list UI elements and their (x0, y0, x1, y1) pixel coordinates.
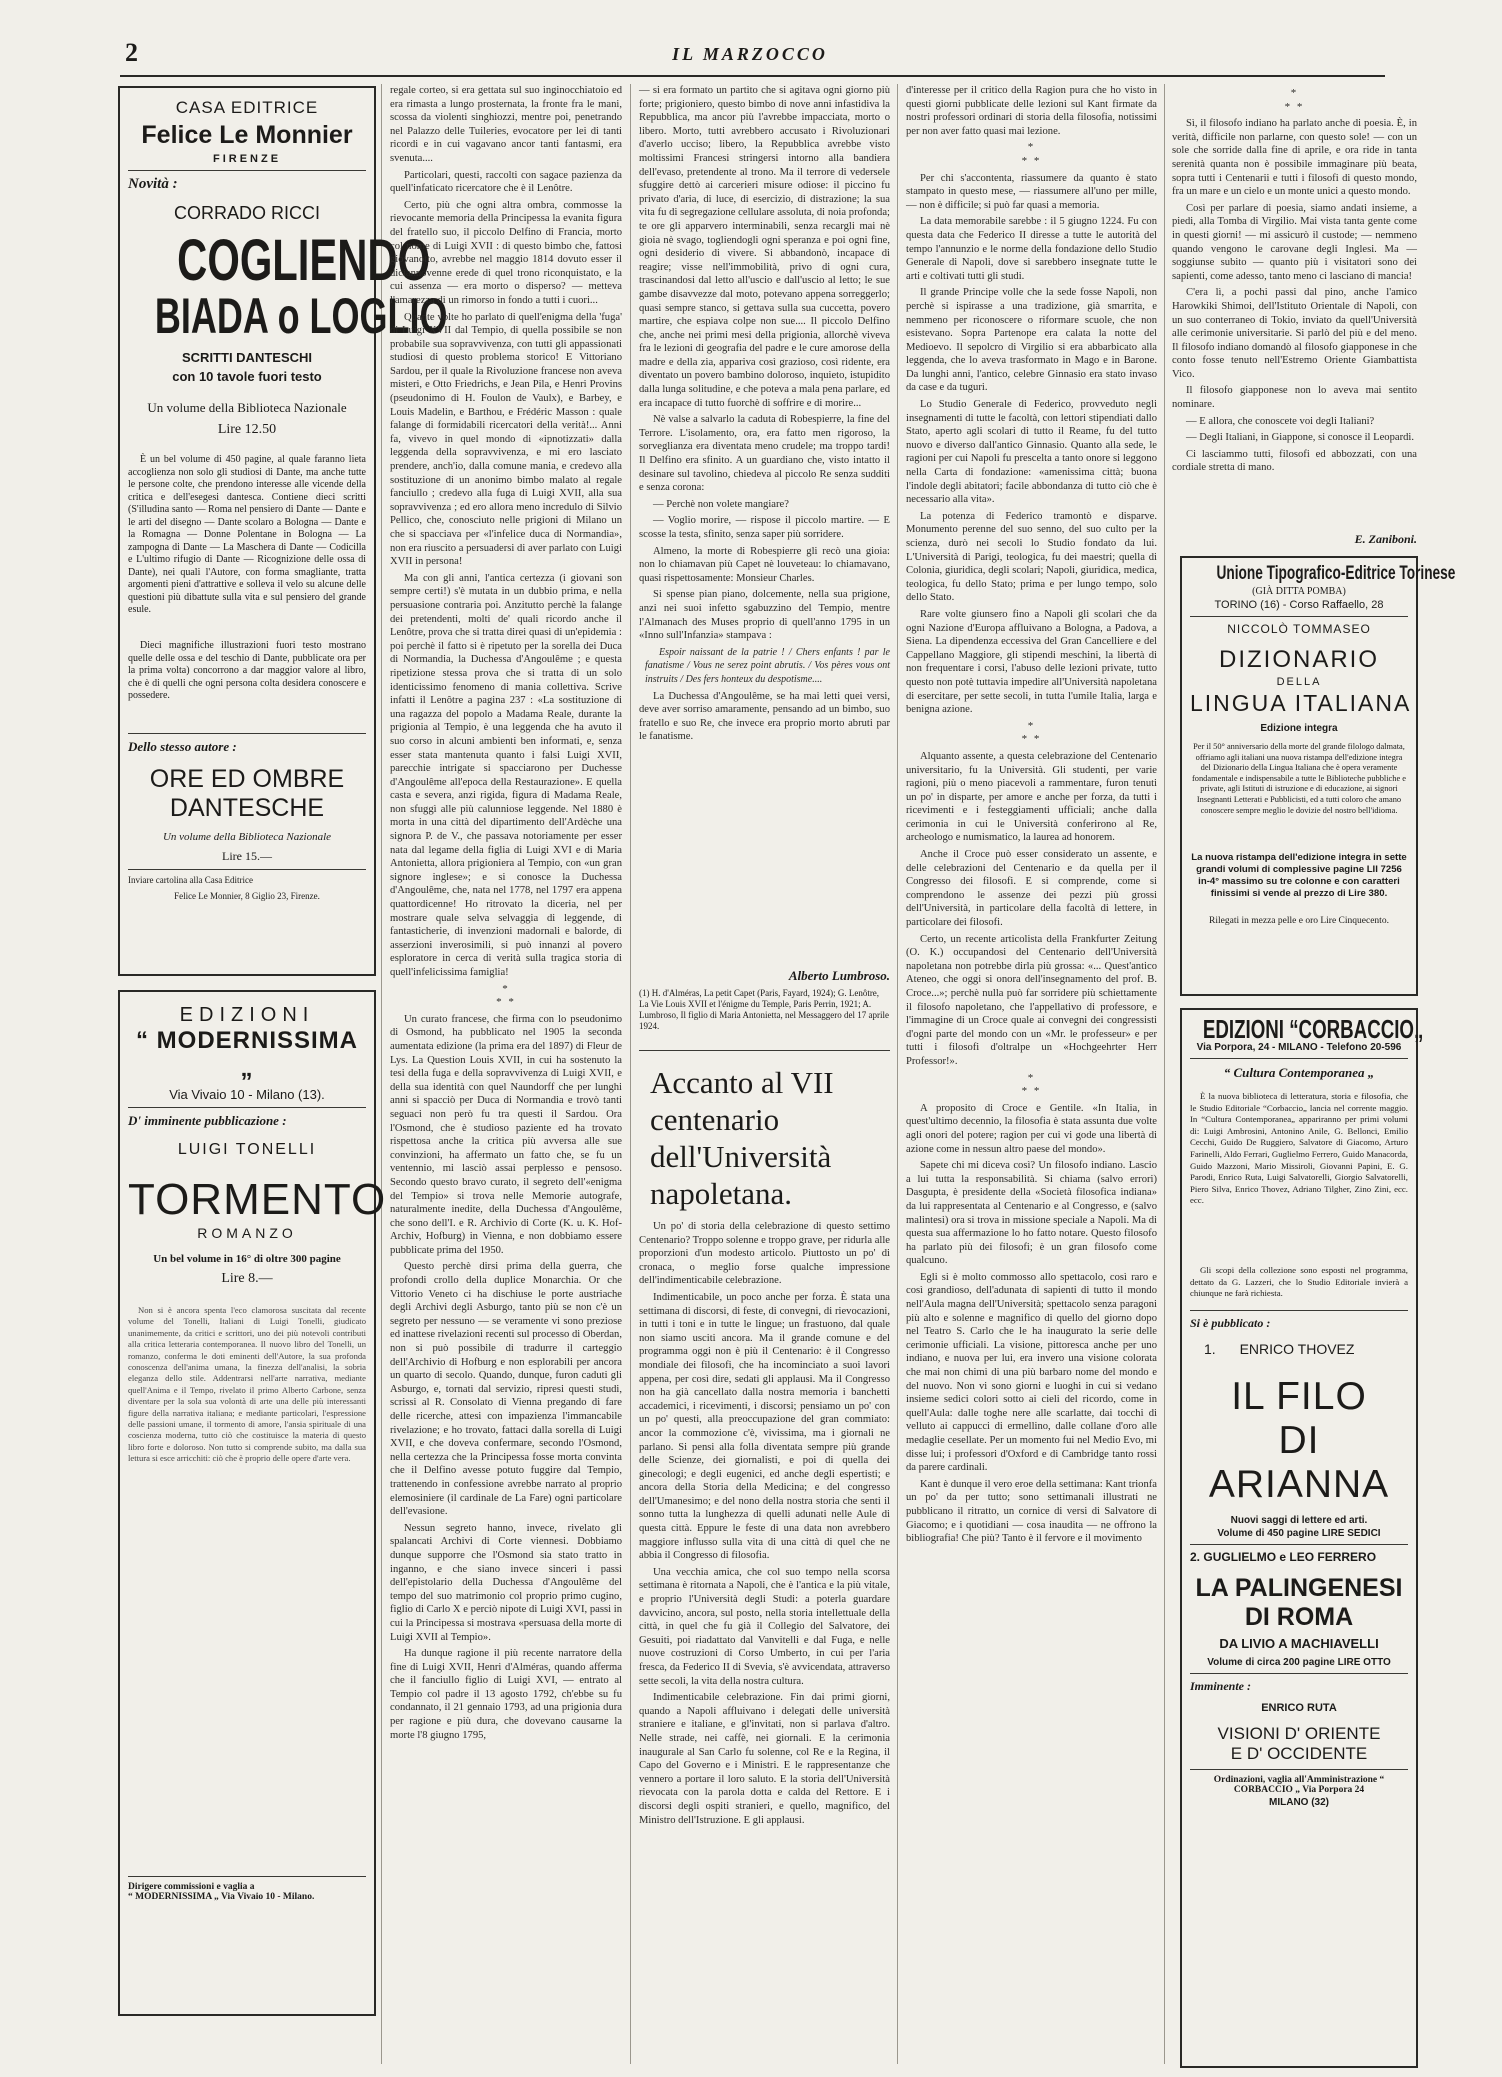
article-paragraph: La potenza di Federico tramontò e disparve. Monumento perenne del suo senno, del suo culto per la scienza, durò nei secoli lo Studio fondato da lui. L'Università di Parigi, teologica, fu dei maestri; quella di Colonia, giuridica, degli scolari; Napoli, giuridica, medica, teologica, fu dello Stato; prima e per lungo tempo, solo dello Stato. (906, 510, 1157, 604)
book1-number: 1. (1204, 1341, 1216, 1357)
book1 (1190, 1341, 1408, 1357)
article-signature: E. Zaniboni. (1354, 532, 1417, 546)
book-title-line2: BIADA o LOGLIO (154, 288, 448, 344)
article-paragraph: Ci lasciammo tutti, filosofi ed abbozzati, con una cordiale stretta di mano. (1172, 448, 1417, 474)
column-3-bottom (639, 1220, 890, 2064)
article-paragraph: — E allora, che conoscete voi degli Italiani? (1186, 415, 1375, 427)
book2-volume: Volume di circa 200 pagine LIRE OTTO (1207, 1657, 1391, 1668)
article-paragraph: — si era formato un partito che si agitava ogni giorno più forte; prigioniero, questo bimbo di nove anni infastidiva la Repubblica, ma ancor più l'avrebbe impacciata, morto o libero. Morto, tutti avrebbero accusato i Rivoluzionari d'averlo ucciso; libero, la Repubblica avrebbe visto moltissimi Francesi stringersi intorno alla bandiera dell'evaso, pretendente al trono. Ma il terrore di vedersele sfuggire dettò ai carcerieri misure odiose: il piccino fu privato d'aria, di luce, di esercizio, di distrazione; la sua vita fu di segregazione cellulare assoluta, di noia profonda; te ore gli apparvero interminabili, senza recargli mai nè gioia nè svago, togliendogli ogni speranza e poi ogni fine, ogni desiderio di vivere. Si abbandonò, incapace di reagire; visse nell'immobilità, privo di ogni cura, trascinandosi dal letto all'uscio e dall'uscio al letto; le sue gambe disavvezze dal moto, potevano appena sorreggerlo; quasi sempre stanco, si gettava sulla sua cuccetta, povero martire, che espiava colpe non sue.... Il piccolo Delfino che, anche nei primi mesi della prigionia, allorchè viveva fra le lezioni di geografia del padre e le cure amorose della madre e della zia, appariva così grazioso, così ridente, era diventato un povero bambino doloroso, inquieto, istupidito dalla lunga solitudine, e che poteva a mala pena parlare, ed era incapace di tutto fuorchè di soffrire e di morire... (639, 85, 890, 409)
imminent-label: D' imminente pubblicazione : (128, 1113, 287, 1128)
ad-address: Via Porpora, 24 - MILANO - Telefono 20-596 (1196, 1042, 1402, 1053)
book-plates: con 10 tavole fuori testo (172, 369, 322, 384)
ad-address: TORINO (16) - Corso Raffaello, 28 (1214, 599, 1384, 611)
book1-author: ENRICO THOVEZ (1239, 1341, 1355, 1357)
ad-corbaccio (1180, 1008, 1424, 2068)
column-divider (1164, 84, 1165, 2064)
article-paragraph: Certo, più che ogni altra ombra, commosse la rievocante memoria della Principessa la evanita figura del fratello suo, il piccolo Delfino di Francia, morto col nome di Luigi XVII : di questo bimbo che, fattosi giovanotto, avrebbe nel maggio 1814 dovuto esser il diciannovenne erede di quel trono riconquistato, e la cui assenza — era morto o disperso? — metteva l'amarezza di un rimorso in fondo a tutti i cuori... (390, 199, 622, 306)
ad-publisher: Felice Le Monnier (141, 121, 353, 149)
book-blurb: Non si è ancora spenta l'eco clamorosa suscitata dal recente volume del Tonelli, Italiani di Luigi Tonelli, giudicato unanimemente, da critici e scrittori, uno dei più notevoli contributi alla critica letteraria contemporanea. Il nuovo libro del Tonelli, un romanzo, conferma le doti eminenti dell'Autore, la sua profonda conoscenza dell'anima umana, la finezza dell'analisi, la sobria eleganza dello stile. Addentrarsi nell'arte narrativa, mediante quell'Anima e il Tempo, rivelato il primo Alberto Carbone, senza diventare per la sola sua volontà di arte una delle più interessanti figure della narrativa italiana; e mediante particolari, l'espressione delle passioni umane, il tormento di amore, l'ansia spirituale di una coscienza moderna, tutto ciò che costituisce la materia di questo libro forte e doloroso. Non tutto si comprende subito, ma dalla sua lettura si esce arricchiti: ciò che è proprio delle opere d'arte vera. (128, 1305, 366, 1464)
article-paragraph: — Voglio morire, — rispose il piccolo martire. — E scosse la testa, sfinito, senza saper più sorridere. (639, 515, 890, 540)
article-paragraph: Un curato francese, che firma con lo pseudonimo di Osmond, ha pubblicato nel 1905 la seconda aumentata edizione (la prima era del 1897) di Fleur de Lys. La Question Louis XVII, in cui ha sostenuto la tesi della fuga e della sopravvivenza di Luigi XVII, e della sua identità con quel Naundorff che per lunghi anni si spacciò per Duca di Normandia e trovò tanti seguaci non però fu tra questi il Sardou. Ora l'Osmond, che è studioso paziente ed ha trovato rispettosa anche la critica più avversa alle sue convinzioni, ha affermato un fatto che, se fu un ventennio, mi lasciò assai perplesso e pensoso. Secondo questo bravo curato, il segreto dell'«enigma del Tempio» si trova nelle Memorie autografe, naturalmente inedite, della Duchessa d'Angoulême, che sono dell'I. e R. Archivio di Corte (K. u. K. Hof-Archiv, Hofburg) in Vienna, e non dobbiamo essere pubblicate prima del 1950. (390, 1013, 622, 1256)
book1-volume: Volume di 450 pagine LIRE SEDICI (1217, 1528, 1381, 1539)
ad-name: EDIZIONI “CORBACCIO„ (1202, 1014, 1424, 1044)
book-title: TORMENTO (128, 1175, 387, 1224)
book2-title-2: DANTESCHE (169, 794, 325, 822)
section-break: * * * (1021, 719, 1042, 746)
article-paragraph: Lo Studio Generale di Federico, provveduto negli insegnamenti di tutte le facoltà, con lettori stipendiati dallo Stato, aperto agli scolari di tutto il Reame, fu del tutto nuovo e diverso dall'antico Ginnasio. Quanto alla sede, le ragioni per cui Napoli fu prescelta a tanto onore si leggono nella Carta di fondazione: «amenissima città; buona l'indole degli abitatori; facile abbondanza di tutto ciò che è necessario alla vita». (906, 399, 1157, 506)
article-paragraph: — Perchè non volete mangiare? (653, 498, 789, 510)
article-paragraph: Per chi s'accontenta, riassumere da quanto è stato stampato in questo mese, — riassumere all'uno per mille, — non è difficile; si può far quasi a memoria. (906, 172, 1157, 211)
ad-utet (1180, 556, 1456, 996)
ad-edizioni: EDIZIONI (179, 1004, 315, 1026)
ad-le-monnier (118, 86, 448, 976)
page-number: 2 (125, 38, 138, 67)
book2-title-1: ORE ED OMBRE (149, 765, 345, 793)
section-break: * * * (1021, 1071, 1042, 1098)
ad-name: Unione Tipografico-Editrice Torinese (1216, 563, 1456, 584)
same-author-label: Dello stesso autore : (128, 739, 237, 754)
column-5-article-end (1172, 84, 1417, 474)
article-paragraph: Questo perchè dirsi prima della guerra, che profondi crollo della duplice Monarchia. Or che Vittorio Veneto ci ha dischiuse le porte austriache degli Archivi degli Asburgo, tanto più se non c'è un segreto per nessuno — se veramente vi sono preziose ed inattese rivelazioni recenti sul processo di Oberdan, non si può possibile di tradurre il carteggio dell'Archivio di Hofburg e non esplorabili per ancora un quarto di secolo. Quando, dunque, furon caduti gli Asburgo, e, tornati dal servizio, ripresi questi studi, scrissi al R. Consolato di Vienna pregando di fare delle ricerche, attesi con impazienza l'immancabile rivelazione; e ho trovato, fattaci dalla sorella di Luigi XVII, e che doveva confermare, secondo l'Osmond, nella certezza che la Principessa fosse morta convinta che il Delfino avesse potuto fuggire dal Tempio, trattenendo in confessione avrebbe narrato al proprio elemosiniere (il cardinale de La Fare) ogni particolare dell'evasione. (390, 1261, 622, 1518)
orders-address: “ MODERNISSIMA „ Via Vivaio 10 - Milano. (128, 1892, 315, 1902)
orders-info: Ordinazioni, vaglia all'Amministrazione “ CORBACCIO „ Via Porpora 24 (1213, 1775, 1385, 1795)
orders-label: Dirigere commissioni e vaglia a (128, 1882, 255, 1892)
ad-ditta: (GIÀ DITTA POMBA) (1252, 586, 1346, 597)
book3-title-2: E D' OCCIDENTE (1230, 1744, 1368, 1763)
ad-address: Via Vivaio 10 - Milano (13). (169, 1087, 325, 1102)
book1-subtitle: Nuovi saggi di lettere ed arti. (1230, 1515, 1368, 1526)
book2-number: 2. (1190, 1550, 1201, 1564)
novita-label: Novità : (128, 176, 178, 192)
book-title-2: DELLA (1276, 676, 1322, 688)
article-paragraph: Il grande Principe volle che la sede fosse Napoli, non perchè si ispirasse a una tradizione, già smarrita, e nemmeno per riconoscere o riformare scuole, che non esistevano. Sopra Partenope era calata la notte del Medioevo. Il sepolcro di Virgilio si era abbarbicato alla leggenda, che lo aveva trasformato in Mago e in Barone. Da lunghi anni, l'antico, celebre Ginnasio era stato invaso da case e da tuguri. (906, 287, 1157, 394)
book3-author: ENRICO RUTA (1261, 1702, 1337, 1714)
ad-house: CASA EDITRICE (175, 98, 319, 117)
article-paragraph: d'interesse per il critico della Ragion pura che ho visto in questi giorni pubblicate delle lezioni sul Kant firmate da nostri professori ordinari di storia della filosofia, notissimi per non aver fatto quasi mai lezione. (906, 85, 1157, 137)
column-divider (897, 84, 898, 2064)
article-paragraph: Sì, il filosofo indiano ha parlato anche di poesia. È, in verità, difficile non parlarne, con questo sole! — con un sole che sorride dalla fine di aprile, e ora ride in tanta serenità quanta non è possibile immaginare più beata, sopra tutti i Centenarii e tutti i filosofi di questo mondo, fra un mare e un cielo e un monte unici a questo mondo. (1172, 118, 1417, 198)
order-note: Inviare cartolina alla Casa Editrice (128, 875, 253, 885)
article-paragraph: Indimenticabile celebrazione. Fin dai primi giorni, quando a Napoli affluivano i delegati delle università straniere e italiane, e gl'invitati, non si parlava d'altro. Nelle strade, nei caffè, nei giornali. E la cerimonia inaugurale al San Carlo fu solenne, col Re e la Regina, il Capo del Governo e i Ministri. E le rappresentanze che vennero a portare il loro saluto. E la storia dell'Università rievocata con la parola dotta e calda del Rettore. E i discorsi degli ospiti stranieri, e quello, magnifico, del Ministro dell'Istruzione. E gli applausi. (639, 1692, 890, 1826)
article-paragraph: Almeno, la morte di Robespierre gli recò una gioia: non lo chiamavan più Capet nè louveteau: lo chiamavano, quasi rispettosamente: Monsieur Charles. (639, 545, 890, 584)
column-2 (390, 84, 622, 2044)
book-title-3: LINGUA ITALIANA (1190, 690, 1412, 716)
article2-headline-box (650, 1058, 885, 1222)
article-paragraph: Un po' di storia della celebrazione di questo settimo Centenario? Troppo solenne e troppo grave, per ridurla alle proporzioni d'un modesto articolo. Piuttosto un po' di cronaca, o meglio forse qualche impressione dell'indimenticabile celebrazione. (639, 1221, 890, 1287)
article-paragraph: Ha dunque ragione il più recente narratore della fine di Luigi XVII, Henri d'Alméras, quando afferma che il fanciullo figlio di Luigi XVI, — entrato al Tempio col padre il 13 agosto 1792, ch'ebbe su fu condannato, il 21 gennaio 1793, ad una prigionia dura per ragione e più dura, che dovevano causarne la morte l'8 giugno 1795, (390, 1648, 622, 1741)
reprint-info: La nuova ristampa dell'edizione integra in sette grandi volumi di complessive pagine LII 7256 in-4° massimo su tre colonne e con caratteri finissimi si vende al prezzo di Lire 380. (1191, 852, 1407, 899)
book-blurb: Per il 50° anniversario della morte del grande filologo dalmata, offriamo agli italiani una nuova ristampa dell'edizione integra del Dizionario della Lingua Italiana che è opera veramente fondamentale e indispensabile a tutte le Biblioteche pubbliche e private, agli Istituti di istruzione e di educazione, ai signori Insegnanti Letterati e Pubblicisti, ed a tutti coloro che amano conoscere sempre meglio le dovizie del nostro bell'idioma. (1192, 742, 1406, 815)
section-break: * * * (1021, 141, 1042, 167)
book-series: Un volume della Biblioteca Nazionale (147, 400, 347, 415)
article-paragraph: Sapete chi mi diceva così? Un filosofo indiano. Lascio a lui tutta la responsabilità. Si chiama (salvo errori) Dasgupta, è presidente della «Società filosofica indiana» da lui rappresentata al Centenario e al Congresso, e (salvo malintesi) ora si trova in missione speciale a Napoli. Ma di questa sua affermazione lo ho fatto notare. Questo filosofo ha parlato più dei filosofi; è un gran filosofo come qualcuno. (906, 1160, 1157, 1267)
ad-modernissima (118, 990, 387, 2016)
article-paragraph: La data memorabile sarebbe : il 5 giugno 1224. Fu con questa data che Federico II diresse a tutte le autorità del tempo l'annunzio e le norme della fondazione dello Studio Generale di Napoli, dove si sarebbero insegnate tutte le arti e coltivati tutti gli studi. (906, 216, 1157, 282)
article-paragraph: Kant è dunque il vero eroe della settimana: Kant trionfa un po' da per tutto; sono settimanali illustrati ne pubblicano il ritratto, un cornice di versi di Salvatore di Giacomo; e i quotidiani — cosa inaudita — ne offrono la bibliografia! Che più? Tanto è il fervore e il movimento (906, 1478, 1157, 1545)
column-divider (381, 84, 382, 2064)
article-paragraph: Una vecchia amica, che col suo tempo nella scorsa settimana è ritornata a Napoli, che è l'antica e la più vitale, e proprio l'Università degli Studi: a poterla guardare davvicino, ancora, sul posto, nella storia intellettuale della città, in quel che fu già il Collegio del Salvatore, dei Gesuiti, poi riadattato dal Vanvitelli e dal Fuga, e nelle nuove costruzioni di Corso Umberto, in cui per l'aria fresca, da Federico II di Svevia, s'è avvicendata, attraverso sette secoli, la vita della nostra cultura. (639, 1566, 890, 1687)
book3-title-1: VISIONI D' ORIENTE (1217, 1724, 1381, 1743)
article-paragraph: La Duchessa d'Angoulême, se ha mai letti quei versi, deve aver sorriso amaramente, pensando ad un bimbo, suo fratello e suo Re, che invece era proprio morto abruti par le fanatisme. (639, 690, 890, 743)
column-divider (630, 84, 631, 2064)
article-paragraph: Il filosofo giapponese non lo aveva mai sentito nominare. (1172, 385, 1417, 411)
book-price: Lire 12.50 (217, 422, 277, 437)
article-paragraph: regale corteo, si era gettata sul suo inginocchiatoio ed era rimasta a lungo prosternata, la fronte fra le mani, scossa da violenti singhiozzi, mentre poi, penetrando nel Palazzo delle Tuileries, evocatore per lei di tanti ricordi e in cui vagavano ancor tanti fantasmi, era svenuta.... (390, 85, 622, 164)
article-paragraph: C'era lì, a pochi passi dal pino, anche l'amico Harowkiki Shimoi, dell'Istituto Orientale di Napoli, con un suo conterraneo di Tokio, inviato da quell'Università alle cerimonie universitarie. Si parlò del più e del meno. Il filosofo indiano domandò al filosofo giapponese in che conto fosse tenuto nell'Estremo Oriente Giambattista Vico. (1172, 287, 1417, 380)
column-4 (906, 84, 1157, 2044)
series-blurb: È la nuova biblioteca di letteratura, storia e filosofia, che le Studio Editoriale “Corbaccio„ lancia nel corrente maggio. In “Cultura Contemporanea„ appariranno per primi volumi di: Luigi Ambrosini, Antonino Anile, G. Bellonci, Emilio Cecchi, Guido De Ruggiero, Salvatore di Giacomo, Arturo Farinelli, Aldo Ferrari, Guglielmo Ferrero, Guido Manacorda, Guido Mazzoni, Mario Missiroli, Giovanni Papini, E. G. Parodi, Enrico Ruta, Luigi Salvatorelli, Giorgio Salvatorelli, Piero Silva, Enrico Thovez, Adriano Tilgher, Zino Zini, ecc. ecc. (1190, 1091, 1408, 1206)
book2 (1190, 1550, 1408, 1564)
ad-name: “ MODERNISSIMA „ (135, 1027, 358, 1082)
binding-info: Rilegati in mezza pelle e oro Lire Cinquecento. (1209, 916, 1389, 926)
article-paragraph: Così per parlare di poesia, siamo andati insieme, a piedi, alla Tomba di Virgilio. Mai vista tanta gente come in questi giorni! — mi assicurò il custode; — nemmeno quando vengono le carovane degli Inglesi. Ma — soggiunse subito — quanto più i visitatori sono dei sapienti, come adesso, tanto meno ci lasciano di mancia! (1172, 202, 1417, 282)
book-title-1: DIZIONARIO (1218, 646, 1379, 673)
book-author: CORRADO RICCI (173, 203, 320, 223)
poem-quote: Espoir naissant de la patrie ! / Chers enfants ! par le fanatisme / Vous ne serez point abrutis. / Vos pères vous ont instruits / Des fers honteux du despotisme.... (645, 646, 890, 685)
book-edition: Edizione integra (1260, 723, 1338, 734)
article-paragraph: Alquanto assente, a questa celebrazione del Centenario universitario, fu la Università. Gli studenti, per varie ragioni, più o meno piacevoli a rammentare, furon tenuti un po' in disparte, per amore e anche per forza, da tutti i ricevimenti e i festeggiamenti ufficiali; anche dalla cerimonia in cui le Università conferirono al Re, archeologo e numismatico, la laurea ad honorem. (906, 750, 1157, 844)
book2-title-1: LA PALINGENESI (1195, 1574, 1403, 1602)
article2-headline: Accanto al VII centenario dell'Università napoletana. (650, 1065, 834, 1211)
section-break: * * * (1284, 87, 1305, 113)
book-title-line1: COGLIENDO (177, 228, 431, 293)
book1-title-1: IL FILO (1231, 1375, 1367, 1418)
article-paragraph: Particolari, questi, raccolti con sagace pazienza da quell'infaticato ricercatore che è il Lenôtre. (390, 169, 622, 195)
article-paragraph: Nè valse a salvarlo la caduta di Robespierre, la fine del Terrore. L'isolamento, ora, era fatto men rigoroso, la sorveglianza era diventata meno crudele; ma troppo tardi! Il Delfino era sfinito. A un guardiano che, visto intatto il desinare sul tavolino, chiedeva al piccolo Re senza sudditi e senza corona: (639, 414, 890, 494)
imminent-label: Imminente : (1190, 1679, 1252, 1693)
publisher-address: Felice Le Monnier, 8 Giglio 23, Firenze. (174, 891, 320, 901)
published-label: Si è pubblicato : (1190, 1316, 1271, 1330)
article-paragraph: Egli si è molto commosso allo spettacolo, così raro e così grandioso, dell'adunata di sapienti di tutto il mondo nell'Aula magna dell'Università; spettacolo senza paragoni più alto e solenne e magnifico di quello del giorno dopo nel Teatro S. Carlo che le ha inaugurato la serie delle cerimonie ufficiali. La visione, pittoresca anche per uno indiano, e nuova per lui, era invero una visione colorata che mai non chimi di una più barbaro nome del mondo e del nuovo. Non vi sono giorni e luoghi in cui si vedano insieme sedici colori sotto ai cieli del ricordo, come in quell'Aula: dalle toghe nere alle scarlatte, dai tocchi di velluto ai cappucci di ermellino, dalle collane d'oro alle medaglie cesellate. Per un momento fui nel Medio Evo, mi disse lui; i professori d'Oxford e di Cambridge tanto rossi da parere cardinali. (906, 1271, 1157, 1474)
article-paragraph: Nessun segreto hanno, invece, rivelato gli spalancati Archivi di Corte viennesi. Dobbiamo dunque supporre che l'Osmond sia stato tratto in inganno, e che siano invece sinceri i passi dell'epistolario della Duchessa d'Angoulême del tempo del suo matrimonio col proprio primo cugino, figlio di Carlo X e perciò nipote di Luigi XVI, passi in cui la Principessa si mostrava «persuasa della morte di Luigi XVII al Tempio». (390, 1522, 622, 1643)
series-blurb-2: Gli scopi della collezione sono esposti nel programma, dettato da G. Lazzeri, che lo Studio Editoriale invierà a chiunque ne farà richiesta. (1190, 1265, 1408, 1299)
column-3-top (639, 84, 890, 964)
newspaper-title: IL MARZOCCO (672, 44, 828, 64)
footnote: (1) H. d'Alméras, La petit Capet (Paris, Fayard, 1924); G. Lenôtre, La Vie Louis XVII et l'énigme du Temple, Paris Perrin, 1921; A. Lumbroso, Il figlio di Maria Antonietta, nel Messaggero del 17 aprile 1924. (639, 988, 889, 1031)
article-paragraph: Quante volte ho parlato di quell'enigma della 'fuga' di Luigi XVII dal Tempio, di quella possibile se non probabile sua sopravvivenza, con tutti gli appassionati studiosi di questo problema storico! E Vittoriano Sardou, per il quale la Rivoluzione francese non aveva misteri, e Otto Friedrichs, e Jean Pila, e Henri Provins (pseudonimo di H. Foulon de Vaulx), e Barbey, e Louis Madelin, e Barthou, e Frédéric Masson : quale falange di formidabili ricercatori della verità!... Anni fa, vivevo in quel mondo di «ipnotizzati» dalla leggenda della sopravvivenza, e mi ero lasciato prendere, anch'io, dalla comune mania, e credevo alla sostituzione di un anonimo bimbo malato al regale fanciullo ; credevo alla fuga di Luigi XVII, alla sua sopravvivenza ; ed ero allora meno incredulo di Silvio Pellico, che, conosciuto nelle prigioni di Milano un che si spacciava per «l'infelice duca di Normandia», non era riuscito a persuadersi di aver parlato con Luigi XVII in persona! (390, 311, 622, 568)
book2-title-2: DI ROMA (1244, 1603, 1354, 1631)
book-description: È un bel volume di 450 pagine, al quale faranno lieta accoglienza non solo gli studiosi di Dante, ma anche tutte le persone colte, che prendono interesse alle vicende della critica e dell'esegesi dantesca. Contiene dieci scritti (S'illudina santo — Roma nel pensiero di Dante — Dante e le arti del disegno — Dante scolaro a Bologna — Dante e la Romagna — Donne Polentane in Bologna — La zampogna di Dante — La Maschera di Dante — Codicilla e L'ultimo rifugio di Dante — Ricognizione delle ossa di Dante), nei quali l'Autore, con forma smagliante, tratta argomenti pieni d'attrattive e solleva il velo su alcune delle questioni più dibattute sulla vita e sul pensiero del grande esule. (128, 454, 366, 615)
series-name: “ Cultura Contemporanea „ (1223, 1065, 1375, 1080)
article-signature: Alberto Lumbroso. (788, 968, 890, 983)
article-paragraph: Rare volte giunsero fino a Napoli gli scolari che da ogni Nazione d'Europa affluivano a Bologna, a Padova, a Siena. La dipendenza eccessiva del Gran Cancelliere e del Cappellano Maggiore, gli stipendi meschini, la libertà di non frequentare i corsi, l'abuso delle lezioni private, tutto questo non potè tuttavia impedire all'Università napoletana di esercitare, per sette secoli, in tutta l'umile Italia, larga e benigna azione. (906, 608, 1157, 716)
book-volume: Un bel volume in 16° di oltre 300 pagine (153, 1253, 341, 1265)
book2-subtitle: DA LIVIO A MACHIAVELLI (1219, 1636, 1379, 1651)
article-paragraph: Ma con gli anni, l'antica certezza (i giovani son sempre certi!) s'è mutata in un dubbio prima, e nella persuasione contraria poi. Anzitutto perchè la falange dei pretendenti, molti de' quali ricordo anche il Lenôtre, prova che si tratta direi quasi di un'epidemia : poi perchè il fatto si è ripetuto per la sorella dei Duca di Normandia, la Duchessa d'Angoulême ; e questa ripetizione stessa prova che si tratta di un solo identicissimo fenomeno di mania collettiva. Scrive infatti il Lenôtre a pagina 237 : «La sostituzione di una ragazza del popolo a Madama Reale, durante la prigionia al Tempio, è una leggenda che ha avuto il suo corso in alcuni ambienti ben informati, e, senza esser stata mantenuta quanto i falsi Luigi XVII, parecchie intrigate si spacciarono per Duchesse d'Angoulême all'epoca della Restaurazione». E quella casta e severa, anzi rigida, figura di Madama Reale, non sfuggì alle più calunniose leggende. Nel 1880 è morta in una città del dipartimento dell'Ardèche una signora P. de V., che passava notoriamente per esser nata dal legame della figlia di Luigi XVI e di Maria Antonietta, allora prigioniera al Tempio, con «un gran signore inglese»; e si conosce la Duchessa d'Angoulême, che, nata nel 1778, nel 1797 era appena quattordicenne! Ho ritrovato la diceria, nel per mostrare quale selva selvaggia di leggende, di fantasticherie, di invenzioni madornali e balorde, di asserzioni inverosimili, si può innanzi al povero esploratore in cerca di verità sulla tragica storia di quell'infelicissima famiglia! (390, 572, 622, 978)
book-price: Lire 8.— (221, 1271, 273, 1286)
article-paragraph: Anche il Croce può esser considerato un assente, e delle celebrazioni del Centenario e da quella per il Congresso dei filosofi. E si comprende, come si comprendono le assenze dei pezzi più grossi dell'Università, in particolare della facoltà di lettere, in particolare dei filosofi. (906, 849, 1157, 929)
article-paragraph: — Degli Italiani, in Giappone, si conosce il Leopardi. (1186, 432, 1414, 444)
section-break: * * * (496, 982, 516, 1009)
article-paragraph: Si spense pian piano, dolcemente, nella sua prigione, anzi nei suoi infetto sgabuzzino del Tempio, mentre l'Almanach des Muses proprio di quell'anno 1795 in un «Inno sull'Infanzia» stampava : (639, 589, 890, 642)
ad-city: FIRENZE (212, 153, 282, 165)
book-description-2: Dieci magnifiche illustrazioni fuori testo mostrano quelle delle ossa e del teschio di Dante, pubblicate ora per la prima volta) concorrono a dar maggior valore al libro, che è di quelli che ogni persona colta desidera conoscere e possedere. (128, 640, 366, 701)
book-author: LUIGI TONELLI (177, 1141, 317, 1158)
book2-series: Un volume della Biblioteca Nazionale (162, 831, 332, 843)
book2-price: Lire 15.— (222, 849, 272, 863)
book2-author: GUGLIELMO e LEO FERRERO (1203, 1550, 1377, 1564)
book1-title-2: DI ARIANNA (1208, 1419, 1390, 1506)
article-paragraph: Certo, un recente articolista della Frankfurter Zeitung (O. K.) occupandosi del Centenario dell'Università napoletana non potrebbe dirla più grossa: «... Quest'antico Ateneo, che oggi si onora dell'insegnamento del prof. B. Croce...»; perchè nulla può far sorridere più schiettamente il filosofo napoletano, che l'appellativo di professore, e l'immagine di un Croce quale ai convegni dei congressisti d'ogni parte del mondo con un «Mr. le professeur» e per tutti i filosofi d'oltralpe un «Hochgeehrter Herr Professor!». (906, 933, 1157, 1067)
book-author: NICCOLÒ TOMMASEO (1227, 622, 1371, 636)
orders-city: MILANO (32) (1269, 1797, 1329, 1808)
book-subtitle: SCRITTI DANTESCHI (182, 350, 312, 365)
article-paragraph: Indimenticabile, un poco anche per forza. È stata una settimana di discorsi, di feste, di convegni, di rievocazioni, in tutti i toni e in tutte le lingue; un frastuono, dal quale non siamo usciti ancora. Ma il grande comune e del programma oggi non è più il Centenario: è il Congresso mondiale dei filosofi, che ha incominciato a suoi lavori appena, per così dire, sedati gli applausi. Ma il Congresso non ha già cancellato dalla nostra memoria i banchetti accademici, i ricevimenti, i discorsi; pensiamo un po' con un po' questi, alla preoccupazione del gran commiato: ancor la commozione c'è, vivissima, ma i giornali ne parlano. Si pensi alla folla diventata sempre più grande delle Scienze, dei giornalisti, e poi di quella dei ginecologi; e degli eugenici, ed anche degli espertisti; e ancora della Storia della Medicina; e del congresso dell'Umanesimo; e del nono della nostra storia che senti il sonno tutta la lunghezza di quelli adunati nelle Aule di questa città. Eppure le feste di una data non avrebbero maggiore influsso sulla vita di una città di quel che ne abbia il Congresso di filosofia. (639, 1291, 890, 1562)
header-rule (120, 75, 1385, 77)
article-paragraph: A proposito di Croce e Gentile. «In Italia, in quest'ultimo decennio, la filosofia è stata assunta due volte agli onori del potere; ragion per cui vi gode una libertà di azione come in nessun altro paese del mondo». (906, 1102, 1157, 1155)
book-genre: ROMANZO (197, 1225, 297, 1241)
article-divider (639, 1050, 890, 1051)
